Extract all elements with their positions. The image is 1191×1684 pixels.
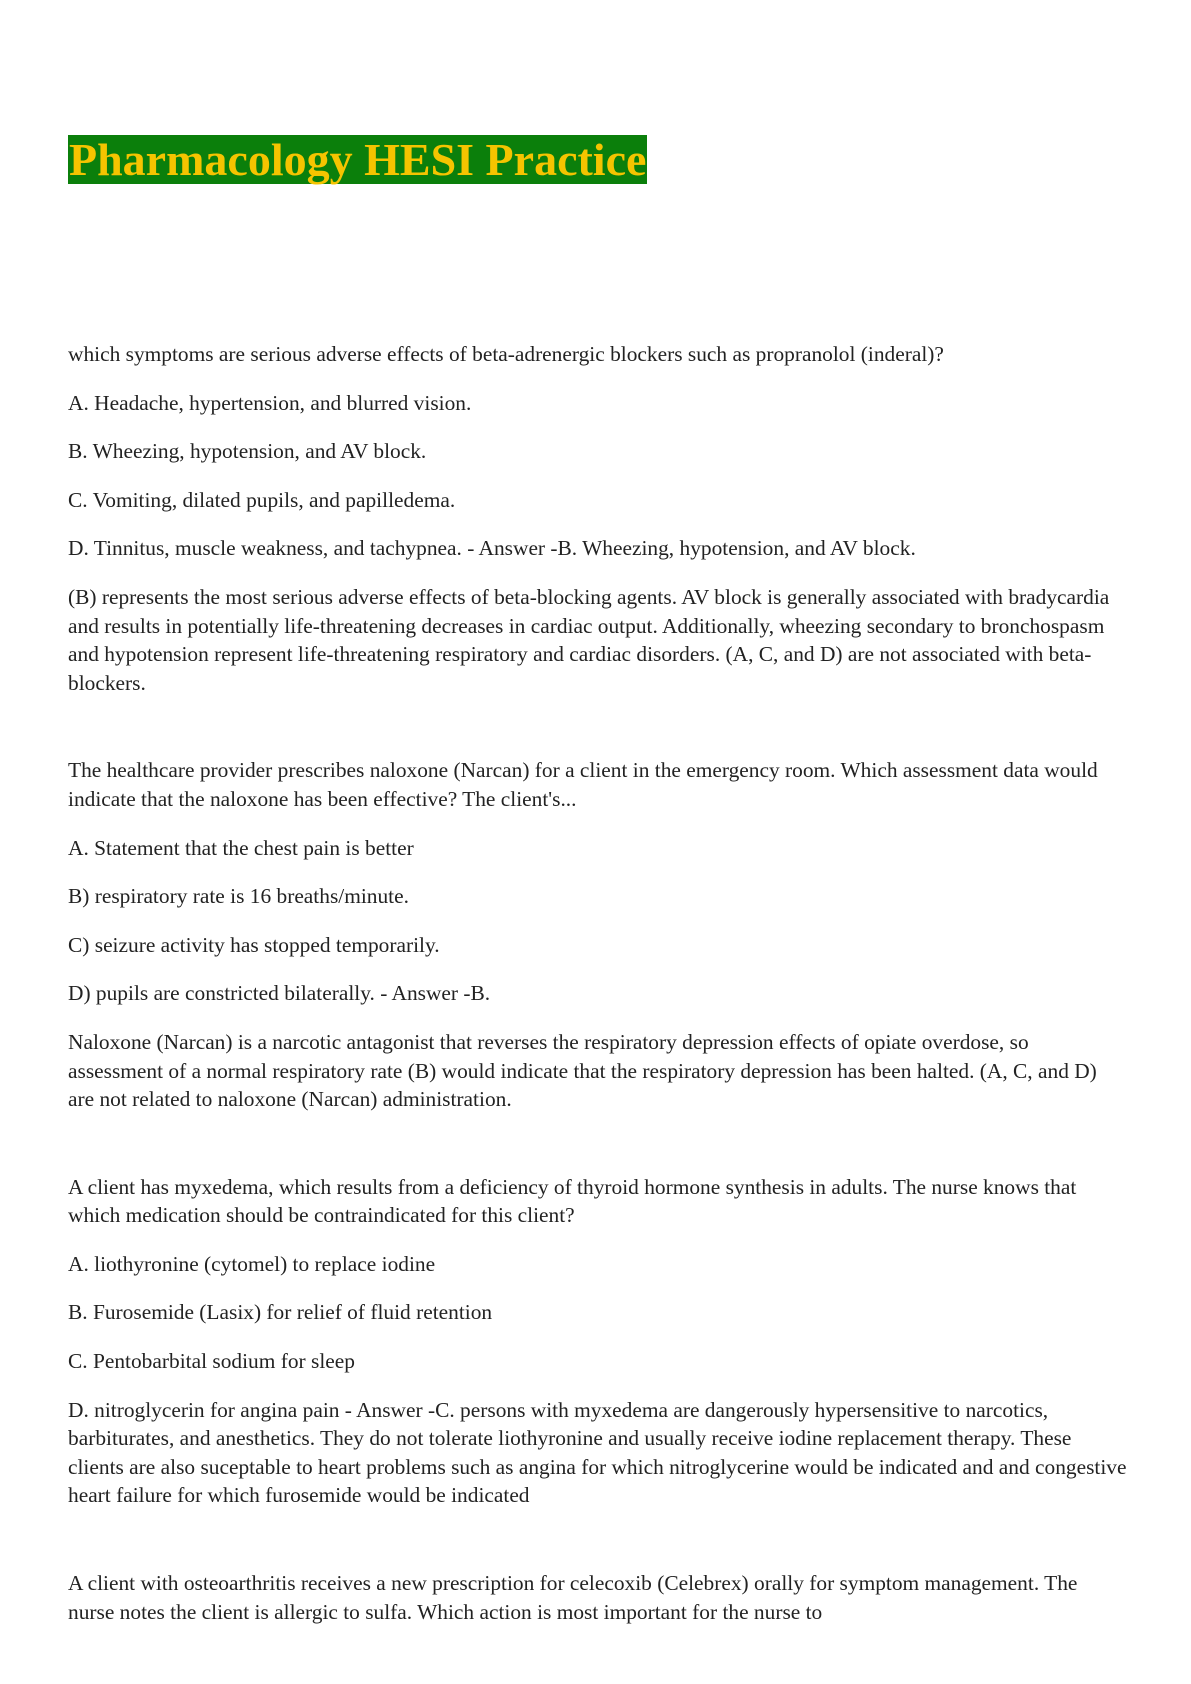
question-rationale: Naloxone (Narcan) is a narcotic antagonist that reverses the respiratory depression effects of opiate overdose, so assessment of a normal respiratory rate (B) would indicate that the respiratory depression has been halted. (A, C, and D) are not related to naloxone (Narcan) administration.: [68, 1029, 1097, 1112]
answer-option-c: C) seizure activity has stopped temporarily.: [68, 932, 440, 957]
document-title: Pharmacology HESI Practice: [69, 134, 647, 185]
answer-option-d: D. nitroglycerin for angina pain - Answer -C. persons with myxedema are dangerously hypersensitive to narcotics, barbiturates, and anesthetics. They do not tolerate liothyronine and usually receive iodine replacement therapy. These clients are also suceptable to heart problems such as angina for which nitroglycerine would be indicated and and congestive heart failure for which furosemide would be indicated: [68, 1397, 1127, 1508]
question-2: [68, 756, 1128, 1113]
answer-option-d: D) pupils are constricted bilaterally. - Answer -B.: [68, 981, 491, 1006]
question-stem: which symptoms are serious adverse effects of beta-adrenergic blockers such as propranolol (inderal)?: [68, 342, 944, 366]
answer-option-d: D. Tinnitus, muscle weakness, and tachypnea. - Answer -B. Wheezing, hypotension, and AV block.: [68, 536, 916, 561]
answer-option-b: B) respiratory rate is 16 breaths/minute.: [68, 884, 409, 909]
answer-option-b: B. Furosemide (Lasix) for relief of fluid retention: [68, 1300, 493, 1325]
answer-option-a: A. Headache, hypertension, and blurred vision.: [68, 390, 472, 415]
question-stem: A client has myxedema, which results from a deficiency of thyroid hormone synthesis in adults. The nurse knows that which medication should be contraindicated for this client?: [68, 1174, 1077, 1228]
answer-option-a: A. Statement that the chest pain is better: [68, 835, 414, 860]
answer-option-a: A. liothyronine (cytomel) to replace iodine: [68, 1251, 436, 1276]
answer-option-c: C. Pentobarbital sodium for sleep: [68, 1349, 355, 1374]
answer-option-b: B. Wheezing, hypotension, and AV block.: [68, 439, 427, 464]
question-stem: A client with osteoarthritis receives a new prescription for celecoxib (Celebrex) orally for symptom management. The nurse notes the client is allergic to sulfa. Which action is most important for the nurse to: [68, 1571, 1078, 1624]
question-rationale: (B) represents the most serious adverse effects of beta-blocking agents. AV block is generally associated with bradycardia and results in potentially life-threatening decreases in cardiac output. Additionally, wheezing secondary to bronchospasm and hypotension represent life-threatening respiratory and cardiac disorders. (A, C, and D) are not associated with beta-blockers.: [68, 584, 1110, 695]
answer-option-c: C. Vomiting, dilated pupils, and papilledema.: [68, 487, 456, 512]
question-3: [68, 1173, 1128, 1510]
question-stem: The healthcare provider prescribes naloxone (Narcan) for a client in the emergency room. Which assessment data would indicate that the naloxone has been effective? The client's...: [68, 758, 1098, 811]
question-4: [68, 1569, 1128, 1626]
question-1: [68, 340, 1128, 697]
document-body: [68, 340, 1128, 1626]
